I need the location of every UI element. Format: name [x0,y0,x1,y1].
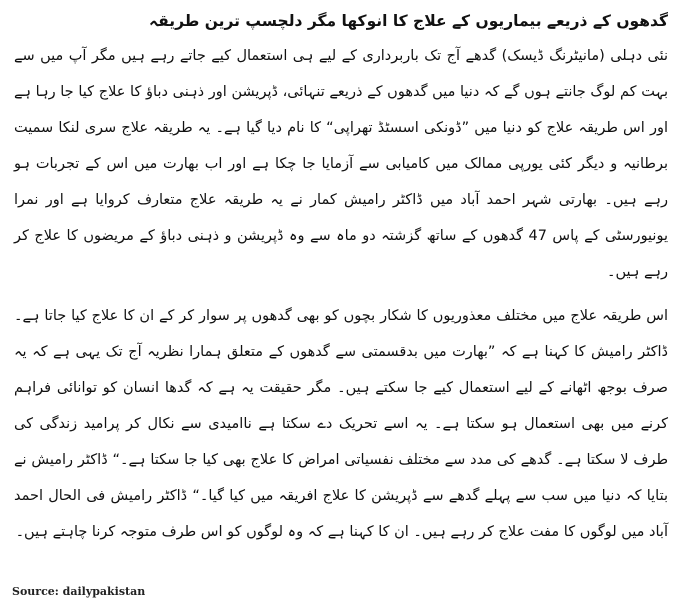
source-credit: Source: dailypakistan [12,585,146,598]
article [14,6,668,556]
article-paragraph-1: نئی دہلی (مانیٹرنگ ڈیسک) گدھے آج تک باربرداری کے لیے ہی استعمال کیے جاتے رہے ہیں مگر آپ میں سے بہت کم لوگ جانتے ہوں گے کہ دنیا میں گدھوں کے ذریعے تنہائی، ڈپریشن اور ذہنی دباؤ کا علاج کیا جا رہا ہے اور اس طریقہ علاج کو دنیا میں ”ڈونکی اسسٹڈ تھراپی“ کا نام دیا گیا ہے۔ یہ طریقہ علاج سری لنکا سمیت برطانیہ و دیگر کئی یورپی ممالک میں کامیابی سے آزمایا جا چکا ہے اور اب بھارت میں اس کے تجربات ہو رہے ہیں۔ بھارتی شہر احمد آباد میں ڈاکٹر رامیش کمار نے یہ طریقہ علاج متعارف کروایا ہے اور نمرا یونیورسٹی کے پاس 47 گدھوں کے ساتھ گزشتہ دو ماہ سے وہ ڈپریشن و ذہنی دباؤ کے مریضوں کا علاج کر رہے ہیں۔ [14,48,668,280]
article-headline: گدھوں کے ذریعے بیماریوں کے علاج کا انوکھا مگر دلچسپ ترین طریقہ [149,12,668,30]
article-paragraph-2: اس طریقہ علاج میں مختلف معذوریوں کا شکار بچوں کو بھی گدھوں پر سوار کر کے ان کا علاج کیا جاتا ہے۔ ڈاکٹر رامیش کا کہنا ہے کہ ”بھارت میں بدقسمتی سے گدھوں کے متعلق ہمارا نظریہ آج تک یہی ہے کہ یہ صرف بوجھ اٹھانے کے لیے استعمال کیے جا سکتے ہیں۔ مگر حقیقت یہ ہے کہ گدھا انسان کو توانائی فراہم کرنے میں بھی استعمال ہو سکتا ہے۔ یہ اسے تحریک دے سکتا ہے ناامیدی سے نکال کر پرامید زندگی کی طرف لا سکتا ہے۔ گدھے کی مدد سے مختلف نفسیاتی امراض کا علاج بھی کیا جا سکتا ہے۔“ ڈاکٹر رامیش نے بتایا کہ دنیا میں سب سے پہلے گدھے سے ڈپریشن کا علاج افریقہ میں کیا گیا۔“ ڈاکٹر رامیش فی الحال احمد آباد میں لوگوں کا مفت علاج کر رہے ہیں۔ ان کا کہنا ہے کہ وہ لوگوں کو اس طرف متوجہ کرنا چاہتے ہیں۔ [14,308,668,540]
